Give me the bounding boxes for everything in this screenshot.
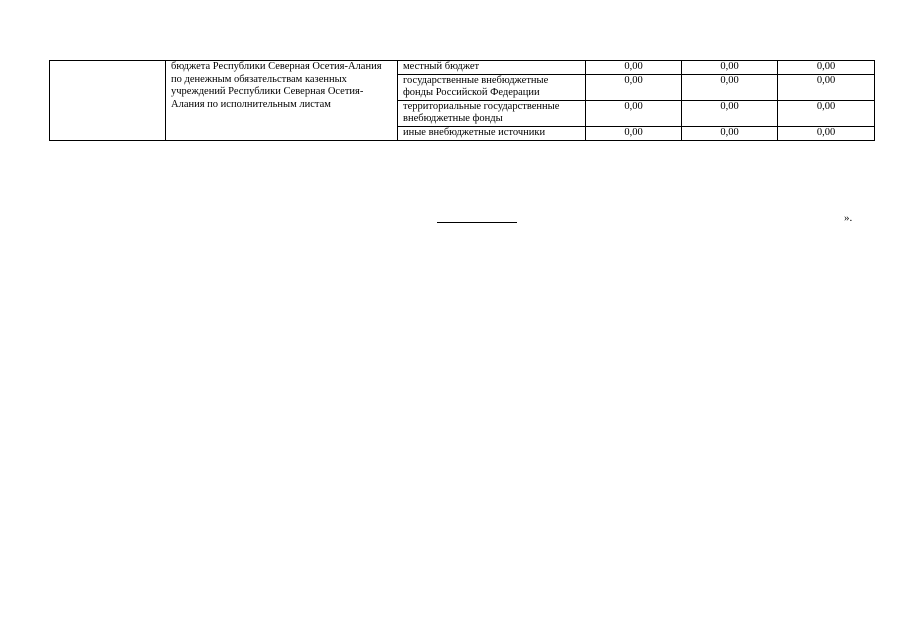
value-cell: 0,00 bbox=[778, 61, 875, 75]
value-cell: 0,00 bbox=[586, 126, 682, 140]
empty-first-column-cell bbox=[50, 61, 166, 141]
value-cell: 0,00 bbox=[586, 100, 682, 126]
end-divider-line bbox=[437, 222, 517, 223]
funding-source-cell: государственные внебюджетные фонды Российской Федерации bbox=[398, 74, 586, 100]
value-cell: 0,00 bbox=[778, 100, 875, 126]
value-cell: 0,00 bbox=[682, 126, 778, 140]
table-row bbox=[50, 61, 875, 75]
value-cell: 0,00 bbox=[586, 61, 682, 75]
value-cell: 0,00 bbox=[682, 74, 778, 100]
funding-table bbox=[49, 60, 875, 141]
value-cell: 0,00 bbox=[586, 74, 682, 100]
value-cell: 0,00 bbox=[778, 126, 875, 140]
value-cell: 0,00 bbox=[682, 100, 778, 126]
funding-source-cell: местный бюджет bbox=[398, 61, 586, 75]
closing-quote-mark: ». bbox=[844, 212, 853, 224]
funding-source-cell: территориальные государственные внебюджетные фонды bbox=[398, 100, 586, 126]
description-cell: бюджета Республики Северная Осетия-Алания по денежным обязательствам казенных учреждений Республики Северная Осетия-Алания по исполнительным листам bbox=[166, 61, 398, 141]
value-cell: 0,00 bbox=[778, 74, 875, 100]
value-cell: 0,00 bbox=[682, 61, 778, 75]
funding-source-cell: иные внебюджетные источники bbox=[398, 126, 586, 140]
